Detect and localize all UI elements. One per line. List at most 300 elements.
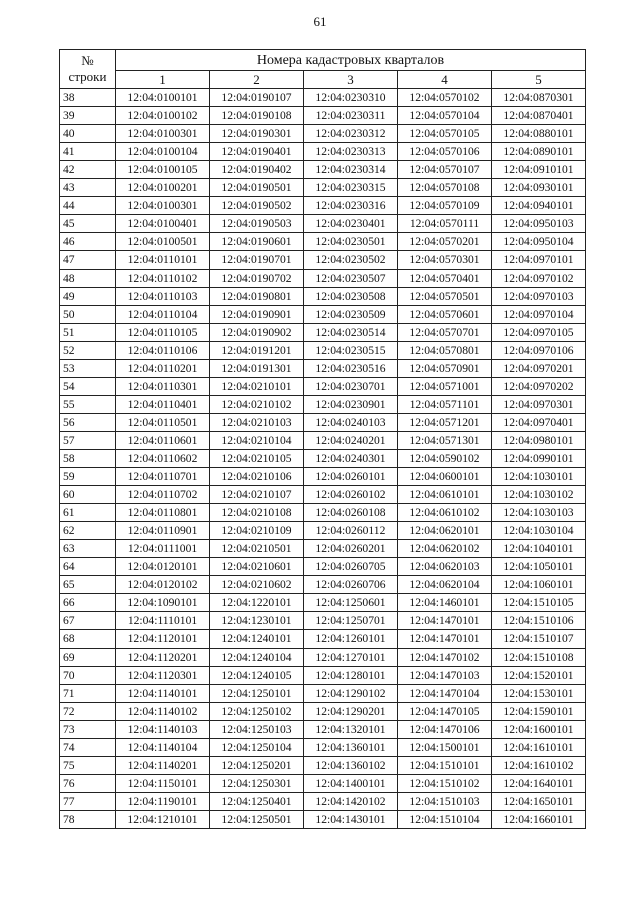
cadastral-number-cell: 12:04:0880101 [492, 125, 586, 143]
cadastral-quarters-table [59, 49, 586, 829]
cadastral-number-cell: 12:04:0110201 [116, 359, 210, 377]
cadastral-number-cell: 12:04:0570601 [398, 305, 492, 323]
cadastral-number-cell: 12:04:0120102 [116, 576, 210, 594]
cadastral-number-cell: 12:04:0570801 [398, 341, 492, 359]
row-number-cell: 72 [60, 702, 116, 720]
cadastral-number-cell: 12:04:0100101 [116, 89, 210, 107]
cadastral-number-cell: 12:04:0190702 [210, 269, 304, 287]
cadastral-number-cell: 12:04:0970103 [492, 287, 586, 305]
cadastral-number-cell: 12:04:0100201 [116, 179, 210, 197]
table-row [60, 233, 586, 251]
row-number-header [60, 50, 116, 89]
cadastral-number-cell: 12:04:0210102 [210, 395, 304, 413]
row-number-cell: 46 [60, 233, 116, 251]
cadastral-number-cell: 12:04:1430101 [304, 810, 398, 828]
row-number-cell: 52 [60, 341, 116, 359]
table-row [60, 666, 586, 684]
cadastral-number-cell: 12:04:0910101 [492, 161, 586, 179]
cadastral-number-cell: 12:04:1050101 [492, 558, 586, 576]
column-number-header: 4 [398, 71, 492, 89]
cadastral-number-cell: 12:04:0230313 [304, 143, 398, 161]
row-number-cell: 73 [60, 720, 116, 738]
row-number-cell: 49 [60, 287, 116, 305]
cadastral-number-cell: 12:04:0230316 [304, 197, 398, 215]
cadastral-number-cell: 12:04:0230311 [304, 107, 398, 125]
cadastral-number-cell: 12:04:1140103 [116, 720, 210, 738]
table-row [60, 269, 586, 287]
cadastral-number-cell: 12:04:0110101 [116, 251, 210, 269]
cadastral-number-cell: 12:04:0240103 [304, 413, 398, 431]
cadastral-number-cell: 12:04:0110801 [116, 504, 210, 522]
cadastral-number-cell: 12:04:0110401 [116, 395, 210, 413]
cadastral-number-cell: 12:04:0191201 [210, 341, 304, 359]
cadastral-number-cell: 12:04:0570701 [398, 323, 492, 341]
cadastral-number-cell: 12:04:0110702 [116, 486, 210, 504]
cadastral-number-cell: 12:04:0190402 [210, 161, 304, 179]
cadastral-number-cell: 12:04:0970105 [492, 323, 586, 341]
table-row [60, 89, 586, 107]
cadastral-number-cell: 12:04:0571301 [398, 431, 492, 449]
cadastral-number-cell: 12:04:0570102 [398, 89, 492, 107]
cadastral-number-cell: 12:04:0230508 [304, 287, 398, 305]
cadastral-number-cell: 12:04:1140201 [116, 756, 210, 774]
cadastral-number-cell: 12:04:0210602 [210, 576, 304, 594]
cadastral-number-cell: 12:04:1250101 [210, 684, 304, 702]
row-number-cell: 61 [60, 504, 116, 522]
cadastral-number-cell: 12:04:0610102 [398, 504, 492, 522]
cadastral-number-cell: 12:04:1510104 [398, 810, 492, 828]
cadastral-number-cell: 12:04:1250301 [210, 774, 304, 792]
cadastral-number-cell: 12:04:1460101 [398, 594, 492, 612]
row-number-cell: 60 [60, 486, 116, 504]
cadastral-number-cell: 12:04:0210107 [210, 486, 304, 504]
row-number-cell: 78 [60, 810, 116, 828]
cadastral-number-cell: 12:04:0950103 [492, 215, 586, 233]
cadastral-number-cell: 12:04:1030101 [492, 468, 586, 486]
table-row [60, 377, 586, 395]
cadastral-number-cell: 12:04:0190502 [210, 197, 304, 215]
row-number-cell: 71 [60, 684, 116, 702]
column-number-header: 1 [116, 71, 210, 89]
cadastral-number-cell: 12:04:0210108 [210, 504, 304, 522]
cadastral-number-cell: 12:04:0110104 [116, 305, 210, 323]
cadastral-number-cell: 12:04:0110901 [116, 522, 210, 540]
cadastral-number-cell: 12:04:0870401 [492, 107, 586, 125]
cadastral-number-cell: 12:04:0230509 [304, 305, 398, 323]
row-number-cell: 40 [60, 125, 116, 143]
cadastral-number-cell: 12:04:1510106 [492, 612, 586, 630]
cadastral-number-cell: 12:04:0870301 [492, 89, 586, 107]
table-row [60, 720, 586, 738]
cadastral-number-cell: 12:04:0110301 [116, 377, 210, 395]
cadastral-number-cell: 12:04:0620101 [398, 522, 492, 540]
cadastral-number-cell: 12:04:0230502 [304, 251, 398, 269]
cadastral-number-cell: 12:04:0620104 [398, 576, 492, 594]
cadastral-number-cell: 12:04:0110102 [116, 269, 210, 287]
cadastral-number-cell: 12:04:1240104 [210, 648, 304, 666]
table-row [60, 107, 586, 125]
cadastral-number-cell: 12:04:0610101 [398, 486, 492, 504]
cadastral-number-cell: 12:04:1030103 [492, 504, 586, 522]
cadastral-number-cell: 12:04:1120101 [116, 630, 210, 648]
cadastral-number-cell: 12:04:0230514 [304, 323, 398, 341]
cadastral-number-cell: 12:04:1250401 [210, 792, 304, 810]
cadastral-number-cell: 12:04:0190501 [210, 179, 304, 197]
cadastral-number-cell: 12:04:1250501 [210, 810, 304, 828]
table-row [60, 179, 586, 197]
row-number-cell: 64 [60, 558, 116, 576]
group-header: Номера кадастровых кварталов [116, 50, 586, 71]
table-row [60, 323, 586, 341]
cadastral-number-cell: 12:04:1650101 [492, 792, 586, 810]
cadastral-number-cell: 12:04:0190401 [210, 143, 304, 161]
row-label: строки [68, 69, 107, 85]
cadastral-number-cell: 12:04:1290201 [304, 702, 398, 720]
cadastral-number-cell: 12:04:1120301 [116, 666, 210, 684]
cadastral-number-cell: 12:04:1120201 [116, 648, 210, 666]
cadastral-number-cell: 12:04:0950104 [492, 233, 586, 251]
table-row [60, 774, 586, 792]
cadastral-number-cell: 12:04:0110602 [116, 449, 210, 467]
cadastral-number-cell: 12:04:0210103 [210, 413, 304, 431]
cadastral-number-cell: 12:04:0260101 [304, 468, 398, 486]
table-header [60, 50, 586, 89]
cadastral-number-cell: 12:04:1250104 [210, 738, 304, 756]
table-row [60, 215, 586, 233]
cadastral-number-cell: 12:04:0570901 [398, 359, 492, 377]
row-number-cell: 47 [60, 251, 116, 269]
cadastral-number-cell: 12:04:1600101 [492, 720, 586, 738]
cadastral-number-cell: 12:04:0190701 [210, 251, 304, 269]
row-number-cell: 53 [60, 359, 116, 377]
cadastral-number-cell: 12:04:1470104 [398, 684, 492, 702]
table-row [60, 341, 586, 359]
cadastral-number-cell: 12:04:1660101 [492, 810, 586, 828]
row-number-cell: 57 [60, 431, 116, 449]
table-row [60, 413, 586, 431]
cadastral-number-cell: 12:04:0190902 [210, 323, 304, 341]
row-number-cell: 45 [60, 215, 116, 233]
cadastral-number-cell: 12:04:0110501 [116, 413, 210, 431]
cadastral-number-cell: 12:04:0210109 [210, 522, 304, 540]
cadastral-number-cell: 12:04:0571201 [398, 413, 492, 431]
cadastral-number-cell: 12:04:0110601 [116, 431, 210, 449]
cadastral-number-cell: 12:04:1510102 [398, 774, 492, 792]
cadastral-number-cell: 12:04:1220101 [210, 594, 304, 612]
row-number-cell: 58 [60, 449, 116, 467]
cadastral-number-cell: 12:04:1110101 [116, 612, 210, 630]
cadastral-number-cell: 12:04:0100301 [116, 125, 210, 143]
cadastral-number-cell: 12:04:1530101 [492, 684, 586, 702]
row-number-cell: 42 [60, 161, 116, 179]
cadastral-number-cell: 12:04:1510103 [398, 792, 492, 810]
row-number-cell: 68 [60, 630, 116, 648]
cadastral-number-cell: 12:04:0230314 [304, 161, 398, 179]
row-number-cell: 69 [60, 648, 116, 666]
column-number-header: 2 [210, 71, 304, 89]
table-row [60, 395, 586, 413]
row-number-cell: 76 [60, 774, 116, 792]
cadastral-number-cell: 12:04:1250601 [304, 594, 398, 612]
cadastral-number-cell: 12:04:1520101 [492, 666, 586, 684]
cadastral-number-cell: 12:04:0230507 [304, 269, 398, 287]
cadastral-number-cell: 12:04:0970101 [492, 251, 586, 269]
row-number-cell: 56 [60, 413, 116, 431]
row-number-cell: 74 [60, 738, 116, 756]
cadastral-number-cell: 12:04:0970106 [492, 341, 586, 359]
table-row [60, 449, 586, 467]
cadastral-number-cell: 12:04:0970301 [492, 395, 586, 413]
cadastral-number-cell: 12:04:1360102 [304, 756, 398, 774]
cadastral-number-cell: 12:04:0240201 [304, 431, 398, 449]
cadastral-number-cell: 12:04:1240105 [210, 666, 304, 684]
cadastral-number-cell: 12:04:0990101 [492, 449, 586, 467]
cadastral-number-cell: 12:04:1250701 [304, 612, 398, 630]
cadastral-number-cell: 12:04:0190801 [210, 287, 304, 305]
cadastral-number-cell: 12:04:0890101 [492, 143, 586, 161]
cadastral-number-cell: 12:04:0570108 [398, 179, 492, 197]
cadastral-number-cell: 12:04:1260101 [304, 630, 398, 648]
row-number-cell: 50 [60, 305, 116, 323]
number-sign-label: № [81, 53, 94, 69]
cadastral-number-cell: 12:04:0260102 [304, 486, 398, 504]
cadastral-number-cell: 12:04:1360101 [304, 738, 398, 756]
table-row [60, 792, 586, 810]
cadastral-number-cell: 12:04:1470103 [398, 666, 492, 684]
cadastral-number-cell: 12:04:0190601 [210, 233, 304, 251]
cadastral-number-cell: 12:04:0970102 [492, 269, 586, 287]
table-row [60, 540, 586, 558]
cadastral-number-cell: 12:04:0620103 [398, 558, 492, 576]
cadastral-number-cell: 12:04:1240101 [210, 630, 304, 648]
cadastral-number-cell: 12:04:0210101 [210, 377, 304, 395]
cadastral-number-cell: 12:04:0590102 [398, 449, 492, 467]
table-row [60, 143, 586, 161]
row-number-cell: 59 [60, 468, 116, 486]
cadastral-number-cell: 12:04:1270101 [304, 648, 398, 666]
cadastral-number-cell: 12:04:0111001 [116, 540, 210, 558]
row-number-cell: 38 [60, 89, 116, 107]
cadastral-number-cell: 12:04:0100102 [116, 107, 210, 125]
table-row [60, 468, 586, 486]
cadastral-number-cell: 12:04:1510108 [492, 648, 586, 666]
cadastral-number-cell: 12:04:1250201 [210, 756, 304, 774]
cadastral-number-cell: 12:04:1590101 [492, 702, 586, 720]
cadastral-number-cell: 12:04:0940101 [492, 197, 586, 215]
cadastral-number-cell: 12:04:0570201 [398, 233, 492, 251]
cadastral-number-cell: 12:04:0970104 [492, 305, 586, 323]
table-row [60, 287, 586, 305]
cadastral-number-cell: 12:04:0210106 [210, 468, 304, 486]
cadastral-number-cell: 12:04:0100401 [116, 215, 210, 233]
cadastral-number-cell: 12:04:0620102 [398, 540, 492, 558]
cadastral-number-cell: 12:04:0230401 [304, 215, 398, 233]
cadastral-number-cell: 12:04:0571101 [398, 395, 492, 413]
table-row [60, 558, 586, 576]
table-row [60, 576, 586, 594]
cadastral-number-cell: 12:04:1610101 [492, 738, 586, 756]
table-row [60, 305, 586, 323]
cadastral-number-cell: 12:04:0260201 [304, 540, 398, 558]
row-number-cell: 55 [60, 395, 116, 413]
cadastral-number-cell: 12:04:1150101 [116, 774, 210, 792]
row-number-cell: 77 [60, 792, 116, 810]
row-number-cell: 54 [60, 377, 116, 395]
cadastral-number-cell: 12:04:0100501 [116, 233, 210, 251]
cadastral-number-cell: 12:04:1060101 [492, 576, 586, 594]
cadastral-number-cell: 12:04:0980101 [492, 431, 586, 449]
row-number-cell: 44 [60, 197, 116, 215]
cadastral-number-cell: 12:04:0570501 [398, 287, 492, 305]
cadastral-number-cell: 12:04:0190301 [210, 125, 304, 143]
cadastral-number-cell: 12:04:0110701 [116, 468, 210, 486]
cadastral-number-cell: 12:04:0570301 [398, 251, 492, 269]
table-row [60, 702, 586, 720]
cadastral-number-cell: 12:04:0570401 [398, 269, 492, 287]
table-body [60, 89, 586, 829]
table-row [60, 486, 586, 504]
page-number: 61 [313, 14, 327, 29]
table-row [60, 522, 586, 540]
cadastral-number-cell: 12:04:0230315 [304, 179, 398, 197]
row-number-cell: 63 [60, 540, 116, 558]
cadastral-number-cell: 12:04:1140102 [116, 702, 210, 720]
table-row [60, 251, 586, 269]
cadastral-number-cell: 12:04:1190101 [116, 792, 210, 810]
cadastral-number-cell: 12:04:1040101 [492, 540, 586, 558]
row-number-cell: 70 [60, 666, 116, 684]
cadastral-number-cell: 12:04:0110106 [116, 341, 210, 359]
cadastral-number-cell: 12:04:1030102 [492, 486, 586, 504]
cadastral-number-cell: 12:04:0260705 [304, 558, 398, 576]
column-number-header: 3 [304, 71, 398, 89]
cadastral-number-cell: 12:04:0571001 [398, 377, 492, 395]
cadastral-number-cell: 12:04:0230516 [304, 359, 398, 377]
cadastral-number-cell: 12:04:0230312 [304, 125, 398, 143]
row-number-cell: 66 [60, 594, 116, 612]
table-row [60, 125, 586, 143]
cadastral-number-cell: 12:04:1510105 [492, 594, 586, 612]
table-row [60, 594, 586, 612]
row-number-cell: 48 [60, 269, 116, 287]
cadastral-number-cell: 12:04:0210501 [210, 540, 304, 558]
cadastral-number-cell: 12:04:0570104 [398, 107, 492, 125]
table-row [60, 197, 586, 215]
cadastral-number-cell: 12:04:0120101 [116, 558, 210, 576]
cadastral-number-cell: 12:04:1250102 [210, 702, 304, 720]
cadastral-number-cell: 12:04:1090101 [116, 594, 210, 612]
cadastral-number-cell: 12:04:0570107 [398, 161, 492, 179]
row-number-cell: 41 [60, 143, 116, 161]
row-number-cell: 65 [60, 576, 116, 594]
cadastral-number-cell: 12:04:1140104 [116, 738, 210, 756]
cadastral-number-cell: 12:04:0190108 [210, 107, 304, 125]
cadastral-number-cell: 12:04:1030104 [492, 522, 586, 540]
cadastral-number-cell: 12:04:1320101 [304, 720, 398, 738]
cadastral-number-cell: 12:04:1280101 [304, 666, 398, 684]
row-number-cell: 39 [60, 107, 116, 125]
table-row [60, 810, 586, 828]
cadastral-number-cell: 12:04:0570111 [398, 215, 492, 233]
cadastral-number-cell: 12:04:1420102 [304, 792, 398, 810]
cadastral-number-cell: 12:04:0570105 [398, 125, 492, 143]
cadastral-number-cell: 12:04:1230101 [210, 612, 304, 630]
row-number-cell: 51 [60, 323, 116, 341]
table-row [60, 756, 586, 774]
cadastral-number-cell: 12:04:0570109 [398, 197, 492, 215]
cadastral-number-cell: 12:04:1500101 [398, 738, 492, 756]
cadastral-number-cell: 12:04:1470106 [398, 720, 492, 738]
cadastral-number-cell: 12:04:0260706 [304, 576, 398, 594]
table-row [60, 359, 586, 377]
table-row [60, 504, 586, 522]
cadastral-number-cell: 12:04:0260108 [304, 504, 398, 522]
cadastral-number-cell: 12:04:0240301 [304, 449, 398, 467]
cadastral-number-cell: 12:04:1470105 [398, 702, 492, 720]
cadastral-number-cell: 12:04:1470102 [398, 648, 492, 666]
cadastral-number-cell: 12:04:0230901 [304, 395, 398, 413]
cadastral-number-cell: 12:04:0210601 [210, 558, 304, 576]
row-number-cell: 67 [60, 612, 116, 630]
cadastral-number-cell: 12:04:0190901 [210, 305, 304, 323]
table-row [60, 738, 586, 756]
cadastral-number-cell: 12:04:1400101 [304, 774, 398, 792]
cadastral-number-cell: 12:04:1640101 [492, 774, 586, 792]
cadastral-number-cell: 12:04:0970201 [492, 359, 586, 377]
cadastral-number-cell: 12:04:0970202 [492, 377, 586, 395]
table-row [60, 684, 586, 702]
cadastral-number-cell: 12:04:0210105 [210, 449, 304, 467]
cadastral-number-cell: 12:04:1470101 [398, 630, 492, 648]
cadastral-number-cell: 12:04:0260112 [304, 522, 398, 540]
cadastral-number-cell: 12:04:0600101 [398, 468, 492, 486]
cadastral-number-cell: 12:04:0230515 [304, 341, 398, 359]
cadastral-number-cell: 12:04:1510107 [492, 630, 586, 648]
cadastral-number-cell: 12:04:1140101 [116, 684, 210, 702]
cadastral-number-cell: 12:04:1290102 [304, 684, 398, 702]
cadastral-number-cell: 12:04:1210101 [116, 810, 210, 828]
row-number-cell: 75 [60, 756, 116, 774]
cadastral-number-cell: 12:04:0970401 [492, 413, 586, 431]
cadastral-number-cell: 12:04:0190503 [210, 215, 304, 233]
cadastral-number-cell: 12:04:0570106 [398, 143, 492, 161]
cadastral-number-cell: 12:04:1470101 [398, 612, 492, 630]
cadastral-number-cell: 12:04:0100301 [116, 197, 210, 215]
cadastral-number-cell: 12:04:0191301 [210, 359, 304, 377]
cadastral-number-cell: 12:04:0190107 [210, 89, 304, 107]
cadastral-number-cell: 12:04:1250103 [210, 720, 304, 738]
cadastral-number-cell: 12:04:1510101 [398, 756, 492, 774]
cadastral-number-cell: 12:04:0100105 [116, 161, 210, 179]
table-row [60, 612, 586, 630]
cadastral-number-cell: 12:04:1610102 [492, 756, 586, 774]
cadastral-number-cell: 12:04:0110105 [116, 323, 210, 341]
cadastral-number-cell: 12:04:0930101 [492, 179, 586, 197]
column-number-header: 5 [492, 71, 586, 89]
row-number-cell: 43 [60, 179, 116, 197]
row-number-cell: 62 [60, 522, 116, 540]
cadastral-number-cell: 12:04:0100104 [116, 143, 210, 161]
cadastral-number-cell: 12:04:0230701 [304, 377, 398, 395]
table-row [60, 161, 586, 179]
cadastral-number-cell: 12:04:0230501 [304, 233, 398, 251]
cadastral-number-cell: 12:04:0230310 [304, 89, 398, 107]
table-row [60, 648, 586, 666]
cadastral-number-cell: 12:04:0210104 [210, 431, 304, 449]
table-row [60, 431, 586, 449]
table-row [60, 630, 586, 648]
cadastral-number-cell: 12:04:0110103 [116, 287, 210, 305]
